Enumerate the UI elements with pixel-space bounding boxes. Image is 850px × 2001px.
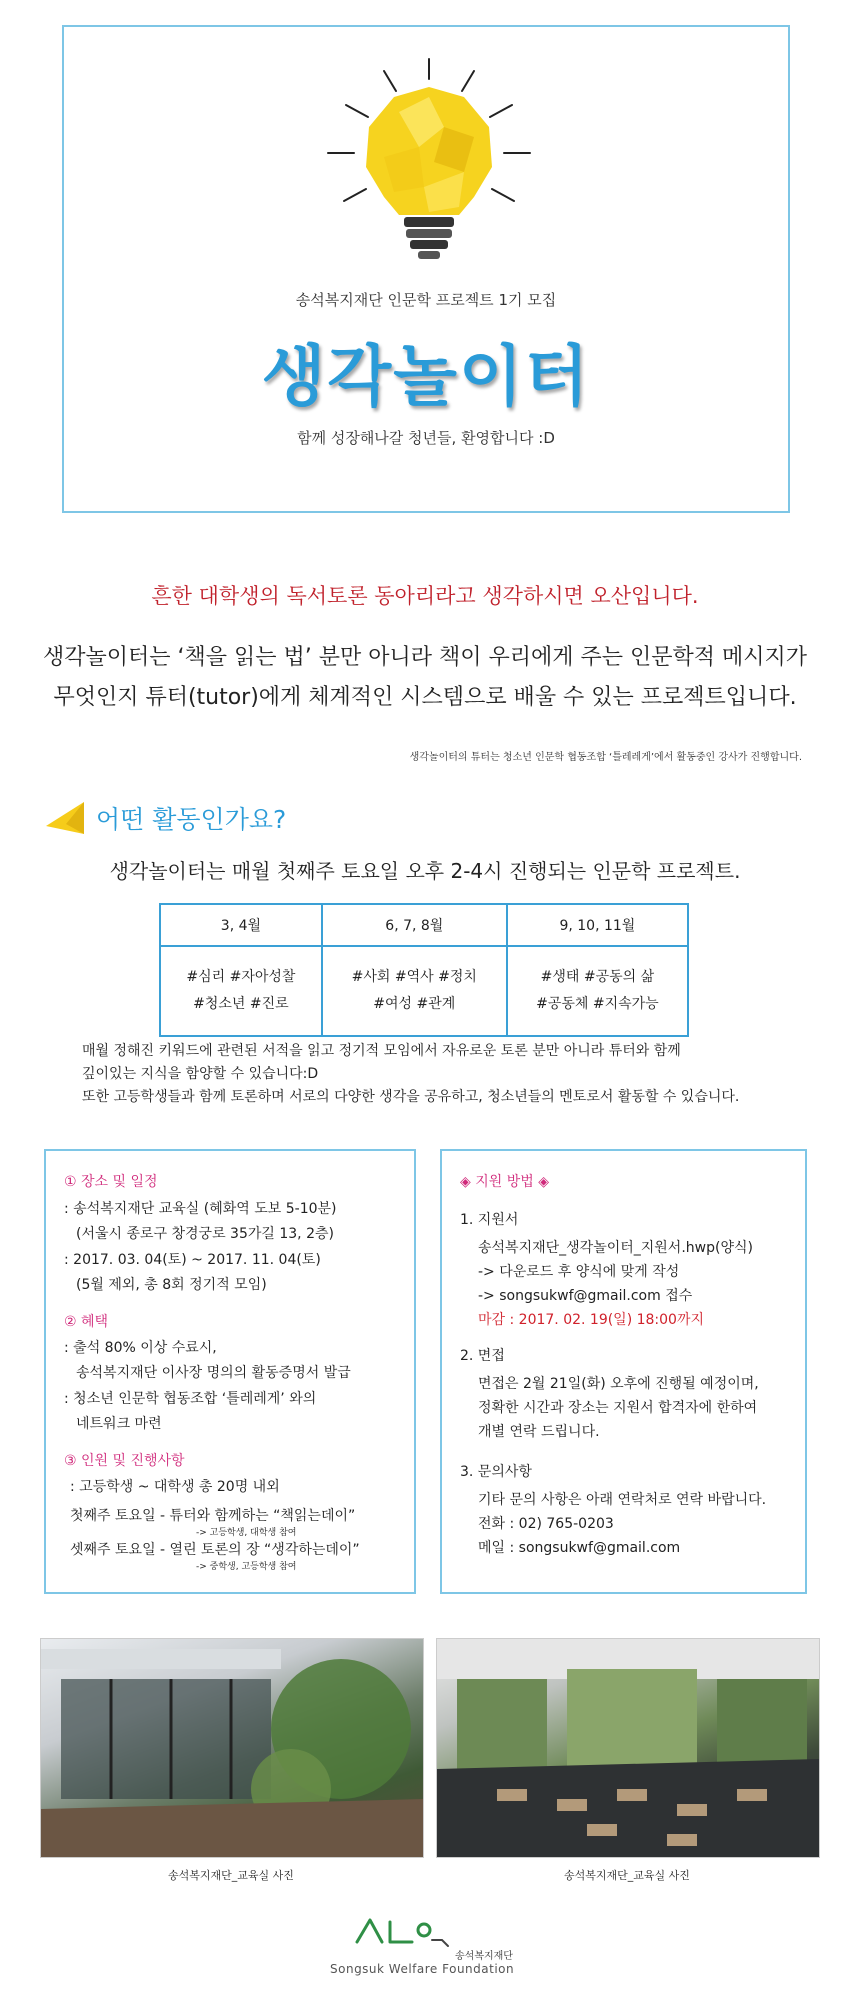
schedule-keywords (507, 946, 688, 1036)
keyword-line: #심리 #자아성찰 (186, 969, 296, 985)
classroom-photo-exterior (40, 1638, 424, 1858)
card-subline: -> 중학생, 고등학생 참여 (196, 1562, 297, 1572)
hero-subtitle: 송석복지재단 인문학 프로젝트 1기 모집 (295, 291, 557, 309)
card-line: 네트워크 마련 (76, 1416, 162, 1432)
activity-paragraph: 또한 고등학생들과 함께 토론하며 서로의 다양한 생각을 공유하고, 청소년들의 멘토로서 활동할 수 있습니다. (82, 1089, 740, 1105)
card-line: (5월 제외, 총 8회 정기적 모임) (76, 1277, 267, 1293)
card-line: 기타 문의 사항은 아래 연락처로 연락 바랍니다. (478, 1492, 767, 1508)
card-line: 송석복지재단 이사장 명의의 활동증명서 발급 (76, 1365, 351, 1381)
hero-title: 생각놀이터 (261, 338, 591, 415)
intro-line-1: 생각놀이터는 ‘책을 읽는 법’ 분만 아니라 책이 우리에게 주는 인문학적 메시지가 (43, 645, 807, 670)
card-heading: ① 장소 및 일정 (64, 1174, 158, 1190)
card-line: 면접은 2월 21일(화) 오후에 진행될 예정이며, (478, 1376, 759, 1392)
activity-paragraph: 매월 정해진 키워드에 관련된 서적을 읽고 정기적 모임에서 자유로운 토론 분만 아니라 튜터와 함께 (82, 1043, 681, 1059)
card-line: : 2017. 03. 04(토) ~ 2017. 11. 04(토) (64, 1252, 321, 1268)
keyword-line: #여성 #관계 (373, 996, 456, 1012)
foundation-logo-icon (352, 1912, 452, 1952)
keyword-line: #생태 #공동의 삶 (540, 969, 655, 985)
keyword-line: #공동체 #지속가능 (536, 996, 659, 1012)
schedule-month: 3, 4월 (160, 904, 322, 946)
card-line: : 출석 80% 이상 수료시, (64, 1340, 217, 1356)
keyword-line: #사회 #역사 #정치 (351, 969, 477, 985)
card-line: -> 다운로드 후 양식에 맞게 작성 (478, 1264, 680, 1280)
footer-org-kr: 송석복지재단 (455, 1951, 513, 1962)
card-heading: ◈ 지원 방법 ◈ (460, 1174, 549, 1190)
photo-caption: 송석복지재단_교육실 사진 (168, 1869, 294, 1882)
intro-line-2: 무엇인지 튜터(tutor)에게 체계적인 시스템으로 배울 수 있는 프로젝트입니다. (53, 685, 797, 710)
keyword-line: #청소년 #진로 (193, 996, 289, 1012)
card-line: 개별 연락 드립니다. (478, 1424, 600, 1440)
card-line: 메일 : songsukwf@gmail.com (478, 1540, 681, 1556)
footer-org-en: Songsuk Welfare Foundation (330, 1962, 515, 1976)
apply-card (440, 1149, 807, 1594)
schedule-keywords (322, 946, 507, 1036)
triangle-icon (44, 800, 86, 836)
card-line: : 고등학생 ~ 대학생 총 20명 내외 (70, 1479, 280, 1495)
card-heading: ③ 인원 및 진행사항 (64, 1453, 185, 1469)
activity-paragraph: 깊이있는 지식을 함양할 수 있습니다:D (82, 1066, 319, 1082)
card-line: : 청소년 인문학 협동조합 ‘틀레레게’ 와의 (64, 1391, 317, 1407)
warning-text: 흔한 대학생의 독서토론 동아리라고 생각하시면 오산입니다. (151, 584, 699, 608)
schedule-month: 6, 7, 8월 (322, 904, 507, 946)
hero-tagline: 함께 성장해나갈 청년들, 환영합니다 :D (297, 429, 555, 447)
photo-caption: 송석복지재단_교육실 사진 (564, 1869, 690, 1882)
card-step: 3. 문의사항 (460, 1464, 532, 1480)
classroom-photo-interior (436, 1638, 820, 1858)
schedule-table (159, 903, 689, 1037)
schedule-keywords (160, 946, 322, 1036)
card-line: -> songsukwf@gmail.com 접수 (478, 1288, 693, 1304)
hero-box (62, 25, 790, 513)
lightbulb-icon (324, 57, 534, 277)
card-line: : 송석복지재단 교육실 (혜화역 도보 5-10분) (64, 1201, 337, 1217)
card-line: 송석복지재단_생각놀이터_지원서.hwp(양식) (478, 1240, 753, 1256)
deadline-text: 마감 : 2017. 02. 19(일) 18:00까지 (478, 1312, 705, 1328)
section-lead: 생각놀이터는 매월 첫째주 토요일 오후 2-4시 진행되는 인문학 프로젝트. (109, 859, 741, 883)
schedule-month: 9, 10, 11월 (507, 904, 688, 946)
info-card (44, 1149, 416, 1594)
card-line: 전화 : 02) 765-0203 (478, 1516, 614, 1532)
tutor-note: 생각놀이터의 튜터는 청소년 인문학 협동조합 ‘틀레레게’에서 활동중인 강사가 진행합니다. (409, 752, 802, 763)
card-line: 정확한 시간과 장소는 지원서 합격자에 한하여 (478, 1400, 758, 1416)
card-line: 셋째주 토요일 - 열린 토론의 장 “생각하는데이” (70, 1542, 360, 1558)
card-step: 1. 지원서 (460, 1212, 519, 1228)
card-step: 2. 면접 (460, 1348, 505, 1364)
card-heading: ② 혜택 (64, 1314, 109, 1330)
card-line: 첫째주 토요일 - 튜터와 함께하는 “책읽는데이” (70, 1508, 356, 1524)
card-line: (서울시 종로구 창경궁로 35가길 13, 2층) (76, 1226, 334, 1242)
section-title: 어떤 활동인가요? (96, 805, 287, 834)
card-subline: -> 고등학생, 대학생 참여 (196, 1528, 297, 1538)
